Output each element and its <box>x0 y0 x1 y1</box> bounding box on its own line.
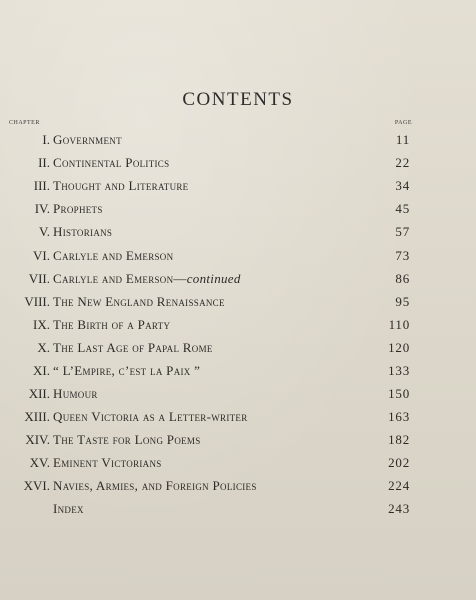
page-number: 202 <box>388 455 410 470</box>
chapter-number: X. <box>37 340 50 355</box>
chapter-title: Eminent Victorians <box>53 455 162 470</box>
chapter-number: I. <box>42 132 50 147</box>
page-number: 95 <box>395 294 410 309</box>
toc-entry <box>0 408 476 426</box>
toc-entry <box>0 154 476 172</box>
toc-entry <box>0 270 476 288</box>
chapter-number: XV. <box>29 455 50 470</box>
page-number: 11 <box>395 132 410 147</box>
page-number: 73 <box>395 248 410 263</box>
chapter-title: “ L’Empire, c’est la Paix ” <box>53 363 201 378</box>
chapter-number: XVI. <box>23 478 50 493</box>
page-number: 243 <box>388 501 410 516</box>
chapter-title: Navies, Armies, and Foreign Policies <box>53 478 257 493</box>
toc-entry <box>0 247 476 265</box>
page-number: 133 <box>388 363 410 378</box>
chapter-number: VIII. <box>24 294 50 309</box>
page-number: 110 <box>388 317 410 332</box>
chapter-title: Continental Politics <box>53 155 170 170</box>
chapter-title: The Taste for Long Poems <box>53 432 201 447</box>
chapter-title: Thought and Literature <box>53 178 189 193</box>
page-number: 120 <box>388 340 410 355</box>
chapter-number: VII. <box>28 271 50 286</box>
page-number: 34 <box>395 178 410 193</box>
toc-entry <box>0 293 476 311</box>
chapter-title-text: Carlyle and Emerson— <box>53 271 187 286</box>
toc-entry <box>0 200 476 218</box>
toc-entry <box>0 131 476 149</box>
toc-entry <box>0 500 476 518</box>
contents-heading: CONTENTS <box>182 89 294 110</box>
chapter-number: VI. <box>33 248 50 263</box>
chapter-number: XIV. <box>25 432 50 447</box>
page-number: 86 <box>395 271 410 286</box>
chapter-title: The Last Age of Papal Rome <box>53 340 213 355</box>
page-number: 224 <box>388 478 410 493</box>
chapter-title: Government <box>53 132 122 147</box>
chapter-number: IX. <box>33 317 50 332</box>
toc-entry <box>0 177 476 195</box>
chapter-title: The Birth of a Party <box>53 317 171 332</box>
page-number: 22 <box>395 155 410 170</box>
chapter-title <box>53 270 241 288</box>
toc-entry <box>0 454 476 472</box>
chapter-title: Carlyle and Emerson <box>53 248 174 263</box>
chapter-number: XII. <box>28 386 50 401</box>
chapter-title: Index <box>53 501 84 516</box>
chapter-title: Historians <box>53 224 113 239</box>
toc-entry <box>0 385 476 403</box>
chapter-number: V. <box>39 224 50 239</box>
chapter-number: III. <box>33 178 50 193</box>
chapter-number: II. <box>38 155 50 170</box>
chapter-title-italic: continued <box>186 271 241 286</box>
page-number: 150 <box>388 386 410 401</box>
page-column-header: PAGE <box>394 120 412 126</box>
chapter-title: The New England Renaissance <box>53 294 225 309</box>
toc-entry <box>0 316 476 334</box>
page-number: 45 <box>395 201 410 216</box>
chapter-number: XIII. <box>24 409 50 424</box>
page-number: 182 <box>388 432 410 447</box>
chapter-column-header: CHAPTER <box>9 120 40 126</box>
toc-entry <box>0 339 476 357</box>
chapter-title: Prophets <box>53 201 103 216</box>
chapter-title: Humour <box>53 386 98 401</box>
toc-entry <box>0 431 476 449</box>
toc-entry <box>0 362 476 380</box>
page-number: 57 <box>395 224 410 239</box>
toc-entry <box>0 477 476 495</box>
page-number: 163 <box>388 409 410 424</box>
chapter-title: Queen Victoria as a Letter-writer <box>53 409 248 424</box>
toc-entry <box>0 223 476 241</box>
chapter-number: XI. <box>33 363 50 378</box>
chapter-number: IV. <box>34 201 50 216</box>
